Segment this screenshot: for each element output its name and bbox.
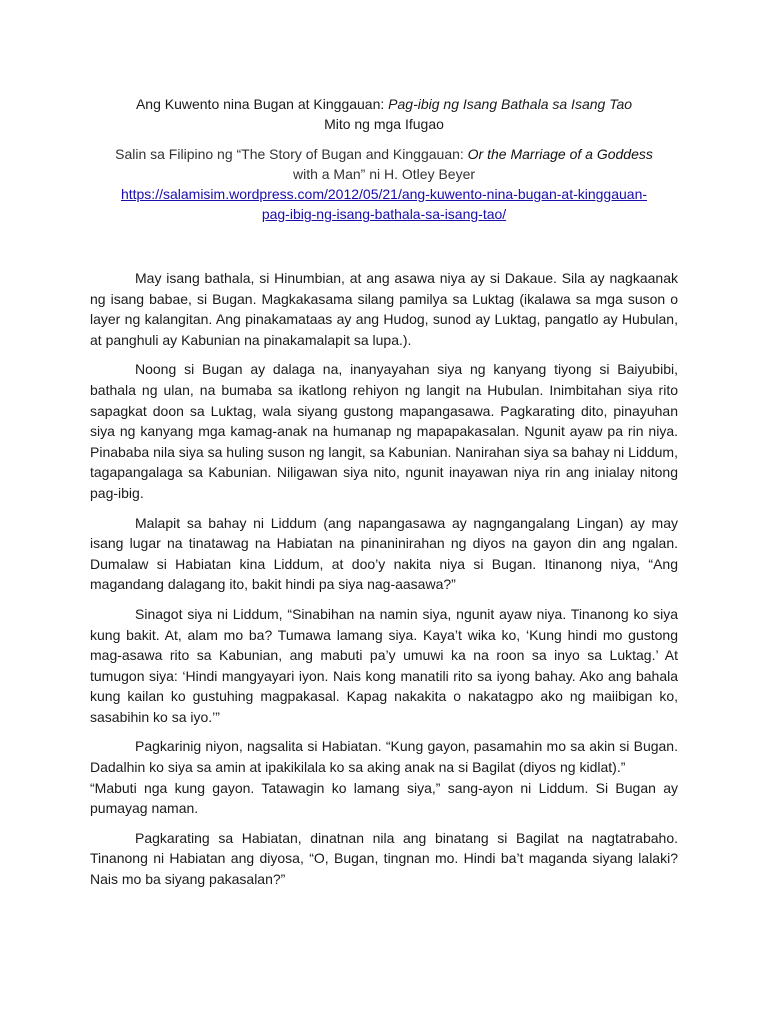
title-block (90, 94, 678, 134)
source-link-line-1 (90, 184, 678, 204)
source-link-continued[interactable]: pag-ibig-ng-isang-bathala-sa-isang-tao/ (261, 206, 507, 222)
translation-prefix: Salin sa Filipino ng “The Story of Bugan and Kinggauan: (115, 146, 468, 162)
paragraph: Pagkarating sa Habiatan, dinatnan nila ang binatang si Bagilat na nagtatrabaho. Tinanong ni Habiatan ang diyosa, “O, Bugan, tingnan mo. Hindi ba’t maganda siyang lalaki? Nais mo ba siyang pakasalan?” (90, 829, 678, 888)
paragraph: May isang bathala, si Hinumbian, at ang asawa niya ay si Dakaue. Sila ay nagkaanak ng isang babae, si Bugan. Magkakasama silang pamilya sa Luktag (ikalawa sa mga suson o layer ng kalangitan. Ang pinakamataas ay ang Hudog, sunod ay Luktag, pangatlo ay Hubulan, at panghuli ay Kabunian na pinakamalapit sa lupa.). (90, 270, 678, 348)
paragraph: Malapit sa bahay ni Liddum (ang napangasawa ay nagngangalang Lingan) ay may isang lugar na tinatawag na Habiatan na pinaninirahan ng diyos na gayon din ang ngalan. Dumalaw si Habiatan kina Liddum, at doo’y nakita niya si Bugan. Itinanong niya, “Ang magandang dalagang ito, bakit hindi pa siya nag-aasawa?” (90, 514, 678, 593)
paragraph: Sinagot siya ni Liddum, “Sinabihan na namin siya, ngunit ayaw niya. Tinanong ko siya kung bakit. At, alam mo ba? Tumawa lamang siya. Kaya’t wika ko, ‘Kung hindi mo gustong mag-asawa rito sa Kabunian, ang mabuti pa’y umuwi ka na roon sa inyo sa Luktag.’ At tumugon siya: ‘Hindi mangyayari iyon. Nais kong manatili rito sa iyong bahay. Ako ang bahala kung kailan ko gustuhing magpakasal. Kapag nakakita o nakatagpo ako ng maiibigan ko, sasabihin ko sa iyo.’” (90, 605, 678, 725)
title-italic: Pag-ibig ng Isang Bathala sa Isang Tao (388, 96, 633, 112)
paragraph: “Mabuti nga kung gayon. Tatawagin ko lamang siya,” sang-ayon ni Liddum. Si Bugan ay pumayag naman. (90, 779, 678, 817)
title-main: Ang Kuwento nina Bugan at Kinggauan: (135, 96, 389, 112)
paragraph: Pagkarinig niyon, nagsalita si Habiatan. “Kung gayon, pasamahin mo sa akin si Bugan. Dadalhin ko siya sa amin at ipakikilala ko sa aking anak na si Bagilat (diyos ng kidlat).” (90, 738, 678, 776)
story-body (90, 268, 678, 890)
translation-line-1 (90, 144, 678, 164)
source-link-line-2 (90, 204, 678, 224)
translation-italic: Or the Marriage of a Goddess (467, 146, 653, 162)
document-subtitle: Mito ng mga Ifugao (324, 116, 444, 132)
document-title (90, 94, 678, 114)
translation-credit (90, 144, 678, 224)
paragraph: Noong si Bugan ay dalaga na, inanyayahan siya ng kanyang tiyong si Baiyubibi, bathala ng ulan, na bumaba sa ikatlong rehiyon ng langit na Hubulan. Inimbitahan siya rito sapagkat doon sa Luktag, wala siyang gustong mapangasawa. Pagkarating dito, pinayuhan siya ng kanyang mga kamag-anak na humanap ng mapapakasalan. Ngunit ayaw pa rin niya. Pinababa nila siya sa huling suson ng langit, sa Kabunian. Nanirahan siya sa bahay ni Liddum, tagapangalaga sa Kabunian. Niligawan siya nito, ngunit inayawan niya rin ang inialay nitong pag-ibig. (90, 361, 678, 501)
translation-line-2: with a Man” ni H. Otley Beyer (292, 166, 476, 182)
source-link[interactable]: https://salamisim.wordpress.com/2012/05/21/ang-kuwento-nina-bugan-at-kinggauan- (120, 186, 648, 202)
page-content (90, 94, 678, 899)
